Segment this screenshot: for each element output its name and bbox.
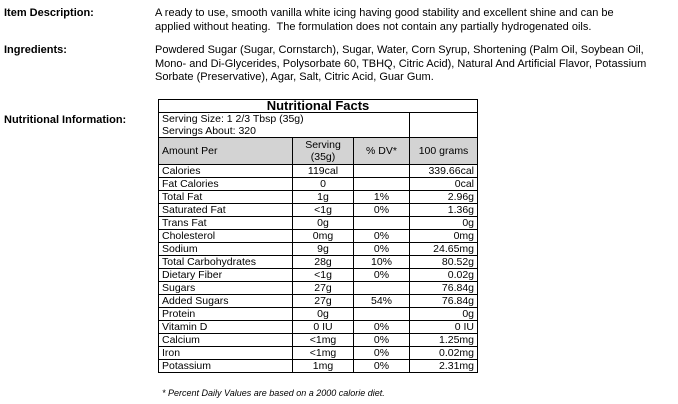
per100g-value: 0mg (410, 230, 478, 243)
table-row (159, 334, 478, 347)
dv-value: 0% (354, 321, 410, 334)
per100g-value: 76.84g (410, 282, 478, 295)
table-row (159, 204, 478, 217)
nutritional-information-label: Nutritional Information: (4, 114, 127, 126)
nutrient-name: Vitamin D (159, 321, 293, 334)
dv-value: 54% (354, 295, 410, 308)
dv-value (354, 178, 410, 191)
table-row (159, 295, 478, 308)
table-row (159, 230, 478, 243)
per100g-value: 0.02g (410, 269, 478, 282)
nutrient-name: Fat Calories (159, 178, 293, 191)
dv-value (354, 165, 410, 178)
daily-values-footnote: * Percent Daily Values are based on a 2000 calorie diet. (162, 388, 385, 398)
serving-value: <1g (293, 204, 354, 217)
per100g-value: 339.66cal (410, 165, 478, 178)
table-row (159, 269, 478, 282)
nutrient-name: Iron (159, 347, 293, 360)
serving-value: 27g (293, 295, 354, 308)
table-row (159, 360, 478, 373)
serving-value: <1mg (293, 334, 354, 347)
per100g-value: 2.96g (410, 191, 478, 204)
per100g-column-header: 100 grams (410, 138, 478, 165)
nutrient-name: Cholesterol (159, 230, 293, 243)
nutrient-name: Saturated Fat (159, 204, 293, 217)
per100g-value: 24.65mg (410, 243, 478, 256)
nutrient-name: Total Fat (159, 191, 293, 204)
dv-value: 0% (354, 360, 410, 373)
nutrient-name: Total Carbohydrates (159, 256, 293, 269)
serving-value: 1mg (293, 360, 354, 373)
servings-about-line: Servings About: 320 (162, 125, 256, 137)
item-description-text: A ready to use, smooth vanilla white icing having good stability and excellent shine and can be applied without heating. The formulation does not contain any partially hydrogenated oils. (155, 7, 617, 33)
per100g-value: 0.02mg (410, 347, 478, 360)
serving-value: 27g (293, 282, 354, 295)
table-row (159, 178, 478, 191)
per100g-value: 2.31mg (410, 360, 478, 373)
nutrient-name: Sugars (159, 282, 293, 295)
item-description-label: Item Description: (4, 7, 94, 19)
per100g-value: 1.25mg (410, 334, 478, 347)
serving-value: 1g (293, 191, 354, 204)
serving-value: <1g (293, 269, 354, 282)
nutrient-name: Trans Fat (159, 217, 293, 230)
table-row (159, 191, 478, 204)
table-row (159, 308, 478, 321)
serving-value: 0mg (293, 230, 354, 243)
serving-size-line: Serving Size: 1 2/3 Tbsp (35g) (162, 113, 304, 125)
serving-info-cell (159, 113, 410, 138)
dv-value: 0% (354, 347, 410, 360)
nutrient-name: Added Sugars (159, 295, 293, 308)
dv-value: 0% (354, 269, 410, 282)
dv-value: 10% (354, 256, 410, 269)
serving-value: 0g (293, 308, 354, 321)
table-row (159, 217, 478, 230)
table-row (159, 165, 478, 178)
serving-value: 9g (293, 243, 354, 256)
per100g-value: 76.84g (410, 295, 478, 308)
per100g-value: 1.36g (410, 204, 478, 217)
serving-value: 119cal (293, 165, 354, 178)
dv-column-header: % DV* (354, 138, 410, 165)
nutrient-name: Calories (159, 165, 293, 178)
dv-value: 0% (354, 243, 410, 256)
serving-column-header: Serving (35g) (293, 138, 354, 165)
per100g-value: 0g (410, 217, 478, 230)
table-title-row (159, 100, 478, 113)
dv-value: 0% (354, 204, 410, 217)
nutrient-name: Potassium (159, 360, 293, 373)
per100g-value: 0 IU (410, 321, 478, 334)
serving-value: 0 (293, 178, 354, 191)
table-row (159, 321, 478, 334)
nutrient-name: Calcium (159, 334, 293, 347)
serving-value: <1mg (293, 347, 354, 360)
nutritional-facts-table (158, 99, 478, 373)
ingredients-label: Ingredients: (4, 44, 67, 56)
nutrient-name: Sodium (159, 243, 293, 256)
table-row (159, 243, 478, 256)
table-title: Nutritional Facts (159, 100, 478, 113)
serving-value: 0 IU (293, 321, 354, 334)
per100g-value: 80.52g (410, 256, 478, 269)
serving-value: 28g (293, 256, 354, 269)
per100g-value: 0g (410, 308, 478, 321)
dv-value (354, 308, 410, 321)
ingredients-text: Powdered Sugar (Sugar, Cornstarch), Sugar, Water, Corn Syrup, Shortening (Palm Oil, Soybean Oil, Mono- and Di-Glycerides, Polysorbate 60, TBHQ, Citric Acid), Natural And Artificial Flavor, Potassium Sorbate (Preservative), Agar, Salt, Citric Acid, Guar Gum. (155, 44, 650, 83)
dv-value (354, 282, 410, 295)
table-row (159, 282, 478, 295)
nutrition-table-body (159, 100, 478, 373)
dv-value: 0% (354, 230, 410, 243)
amount-per-header: Amount Per (159, 138, 293, 165)
dv-value: 0% (354, 334, 410, 347)
table-row (159, 256, 478, 269)
per100g-value: 0cal (410, 178, 478, 191)
column-header-row (159, 138, 478, 165)
serving-value: 0g (293, 217, 354, 230)
table-row (159, 347, 478, 360)
dv-value: 1% (354, 191, 410, 204)
dv-value (354, 217, 410, 230)
serving-info-empty-cell (410, 113, 478, 138)
serving-info-row (159, 113, 478, 138)
nutrient-name: Dietary Fiber (159, 269, 293, 282)
nutrient-name: Protein (159, 308, 293, 321)
